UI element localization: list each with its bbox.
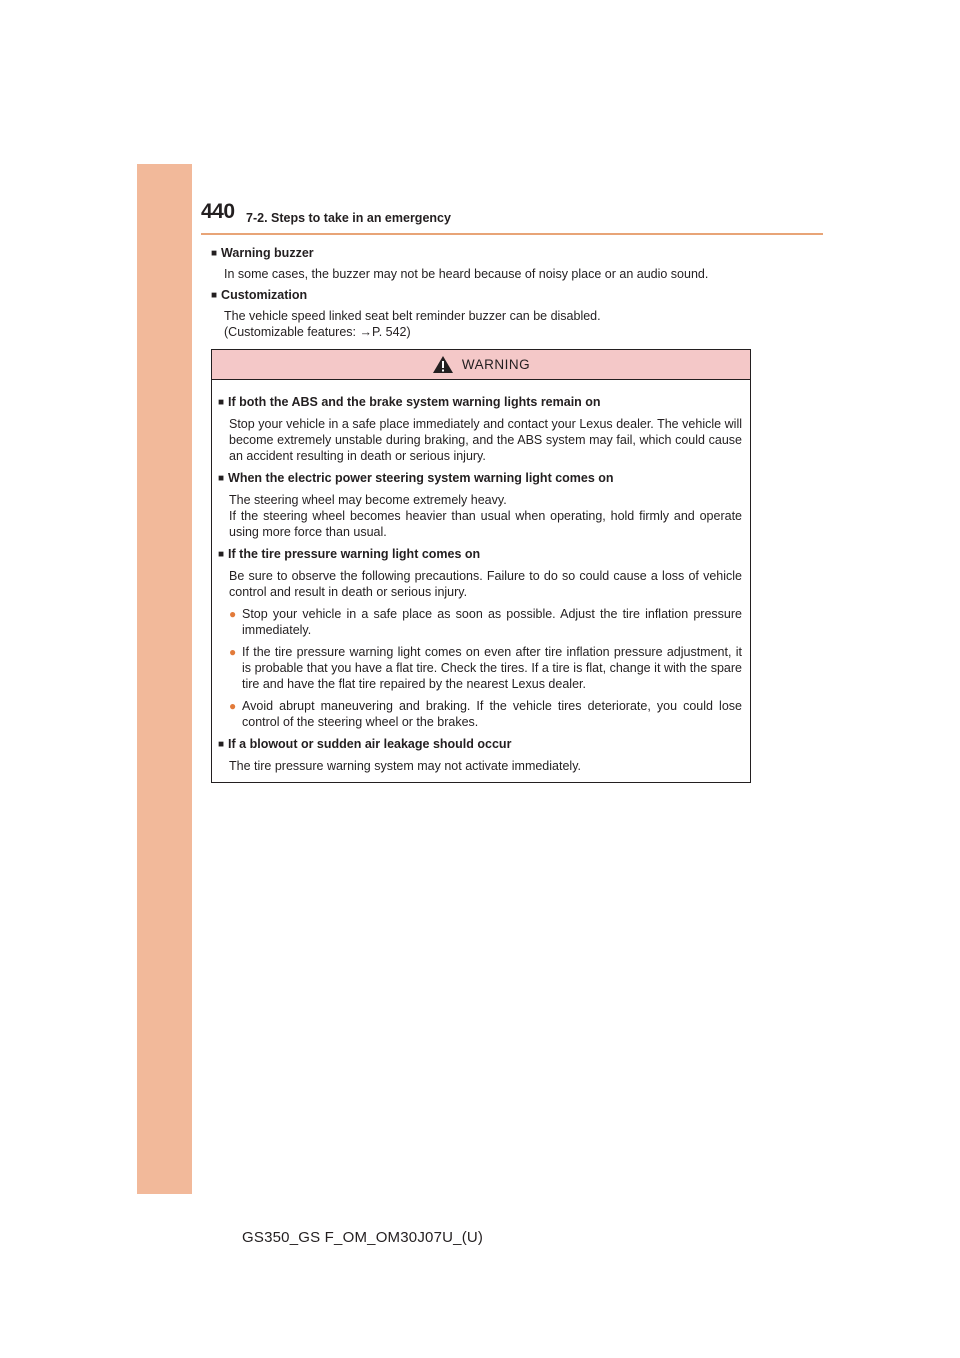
square-bullet-icon: ■ xyxy=(218,397,225,408)
square-bullet-icon: ■ xyxy=(211,248,218,259)
header-rule xyxy=(201,233,823,235)
warning-label: WARNING xyxy=(461,357,531,372)
warning-item-text: Stop your vehicle in a safe place immediately and contact your Lexus dealer. The vehicle will become extremely unstable during braking, and the ABS system may fail, which could cause an accident resulting in death or serious injury. xyxy=(229,417,742,463)
square-bullet-icon: ■ xyxy=(211,290,218,301)
warning-item-heading: ■ When the electric power steering system warning light comes on xyxy=(218,471,614,485)
warning-bullet: ● Avoid abrupt maneuvering and braking. If the vehicle tires deteriorate, you could lose control of the steering wheel or the brakes. xyxy=(229,699,742,729)
warning-item-heading: ■ If a blowout or sudden air leakage should occur xyxy=(218,737,512,751)
square-bullet-icon: ■ xyxy=(218,549,225,560)
warning-header xyxy=(212,350,750,380)
section-text: In some cases, the buzzer may not be heard because of noisy place or an audio sound. xyxy=(224,267,709,281)
section-title: 7-2. Steps to take in an emergency xyxy=(246,211,451,225)
page-reference: (Customizable features: →P. 542) xyxy=(224,325,411,339)
square-bullet-icon: ■ xyxy=(218,739,225,750)
warning-item-text: The steering wheel may become extremely heavy. If the steering wheel becomes heavier than usual when operating, hold firmly and operate using more force than usual. xyxy=(229,493,742,539)
circle-bullet-icon: ● xyxy=(229,645,237,659)
warning-item-heading: ■ If both the ABS and the brake system warning lights remain on xyxy=(218,395,601,409)
circle-bullet-icon: ● xyxy=(229,607,237,621)
warning-body xyxy=(212,380,750,774)
warning-item-text: Be sure to observe the following precautions. Failure to do so could cause a loss of vehicle control and result in death or serious injury. xyxy=(229,569,742,599)
footer-document-code: GS350_GS F_OM_OM30J07U_(U) xyxy=(242,1229,484,1246)
page-number: 440 xyxy=(201,200,235,223)
warning-bullet: ● If the tire pressure warning light comes on even after tire inflation pressure adjustment, it is probable that you have a flat tire. Check the tires. If a tire is flat, change it with the spare tire and have the flat tire repaired by the nearest Lexus dealer. xyxy=(229,645,742,691)
warning-item-heading: ■ If the tire pressure warning light comes on xyxy=(218,547,481,561)
warning-box xyxy=(211,349,751,783)
section-heading: ■ Customization xyxy=(211,288,308,302)
warning-bullet: ● Stop your vehicle in a safe place as soon as possible. Adjust the tire inflation pressure immediately. xyxy=(229,607,742,637)
square-bullet-icon: ■ xyxy=(218,473,225,484)
side-color-band xyxy=(137,164,192,1194)
section-text: The vehicle speed linked seat belt reminder buzzer can be disabled. (Customizable features: →P. 542) xyxy=(224,309,601,339)
main-content xyxy=(211,245,751,345)
circle-bullet-icon: ● xyxy=(229,699,237,713)
section-heading: ■ Warning buzzer xyxy=(211,246,314,260)
warning-triangle-icon xyxy=(432,355,454,374)
warning-item-text: The tire pressure warning system may not activate immediately. xyxy=(229,759,581,773)
